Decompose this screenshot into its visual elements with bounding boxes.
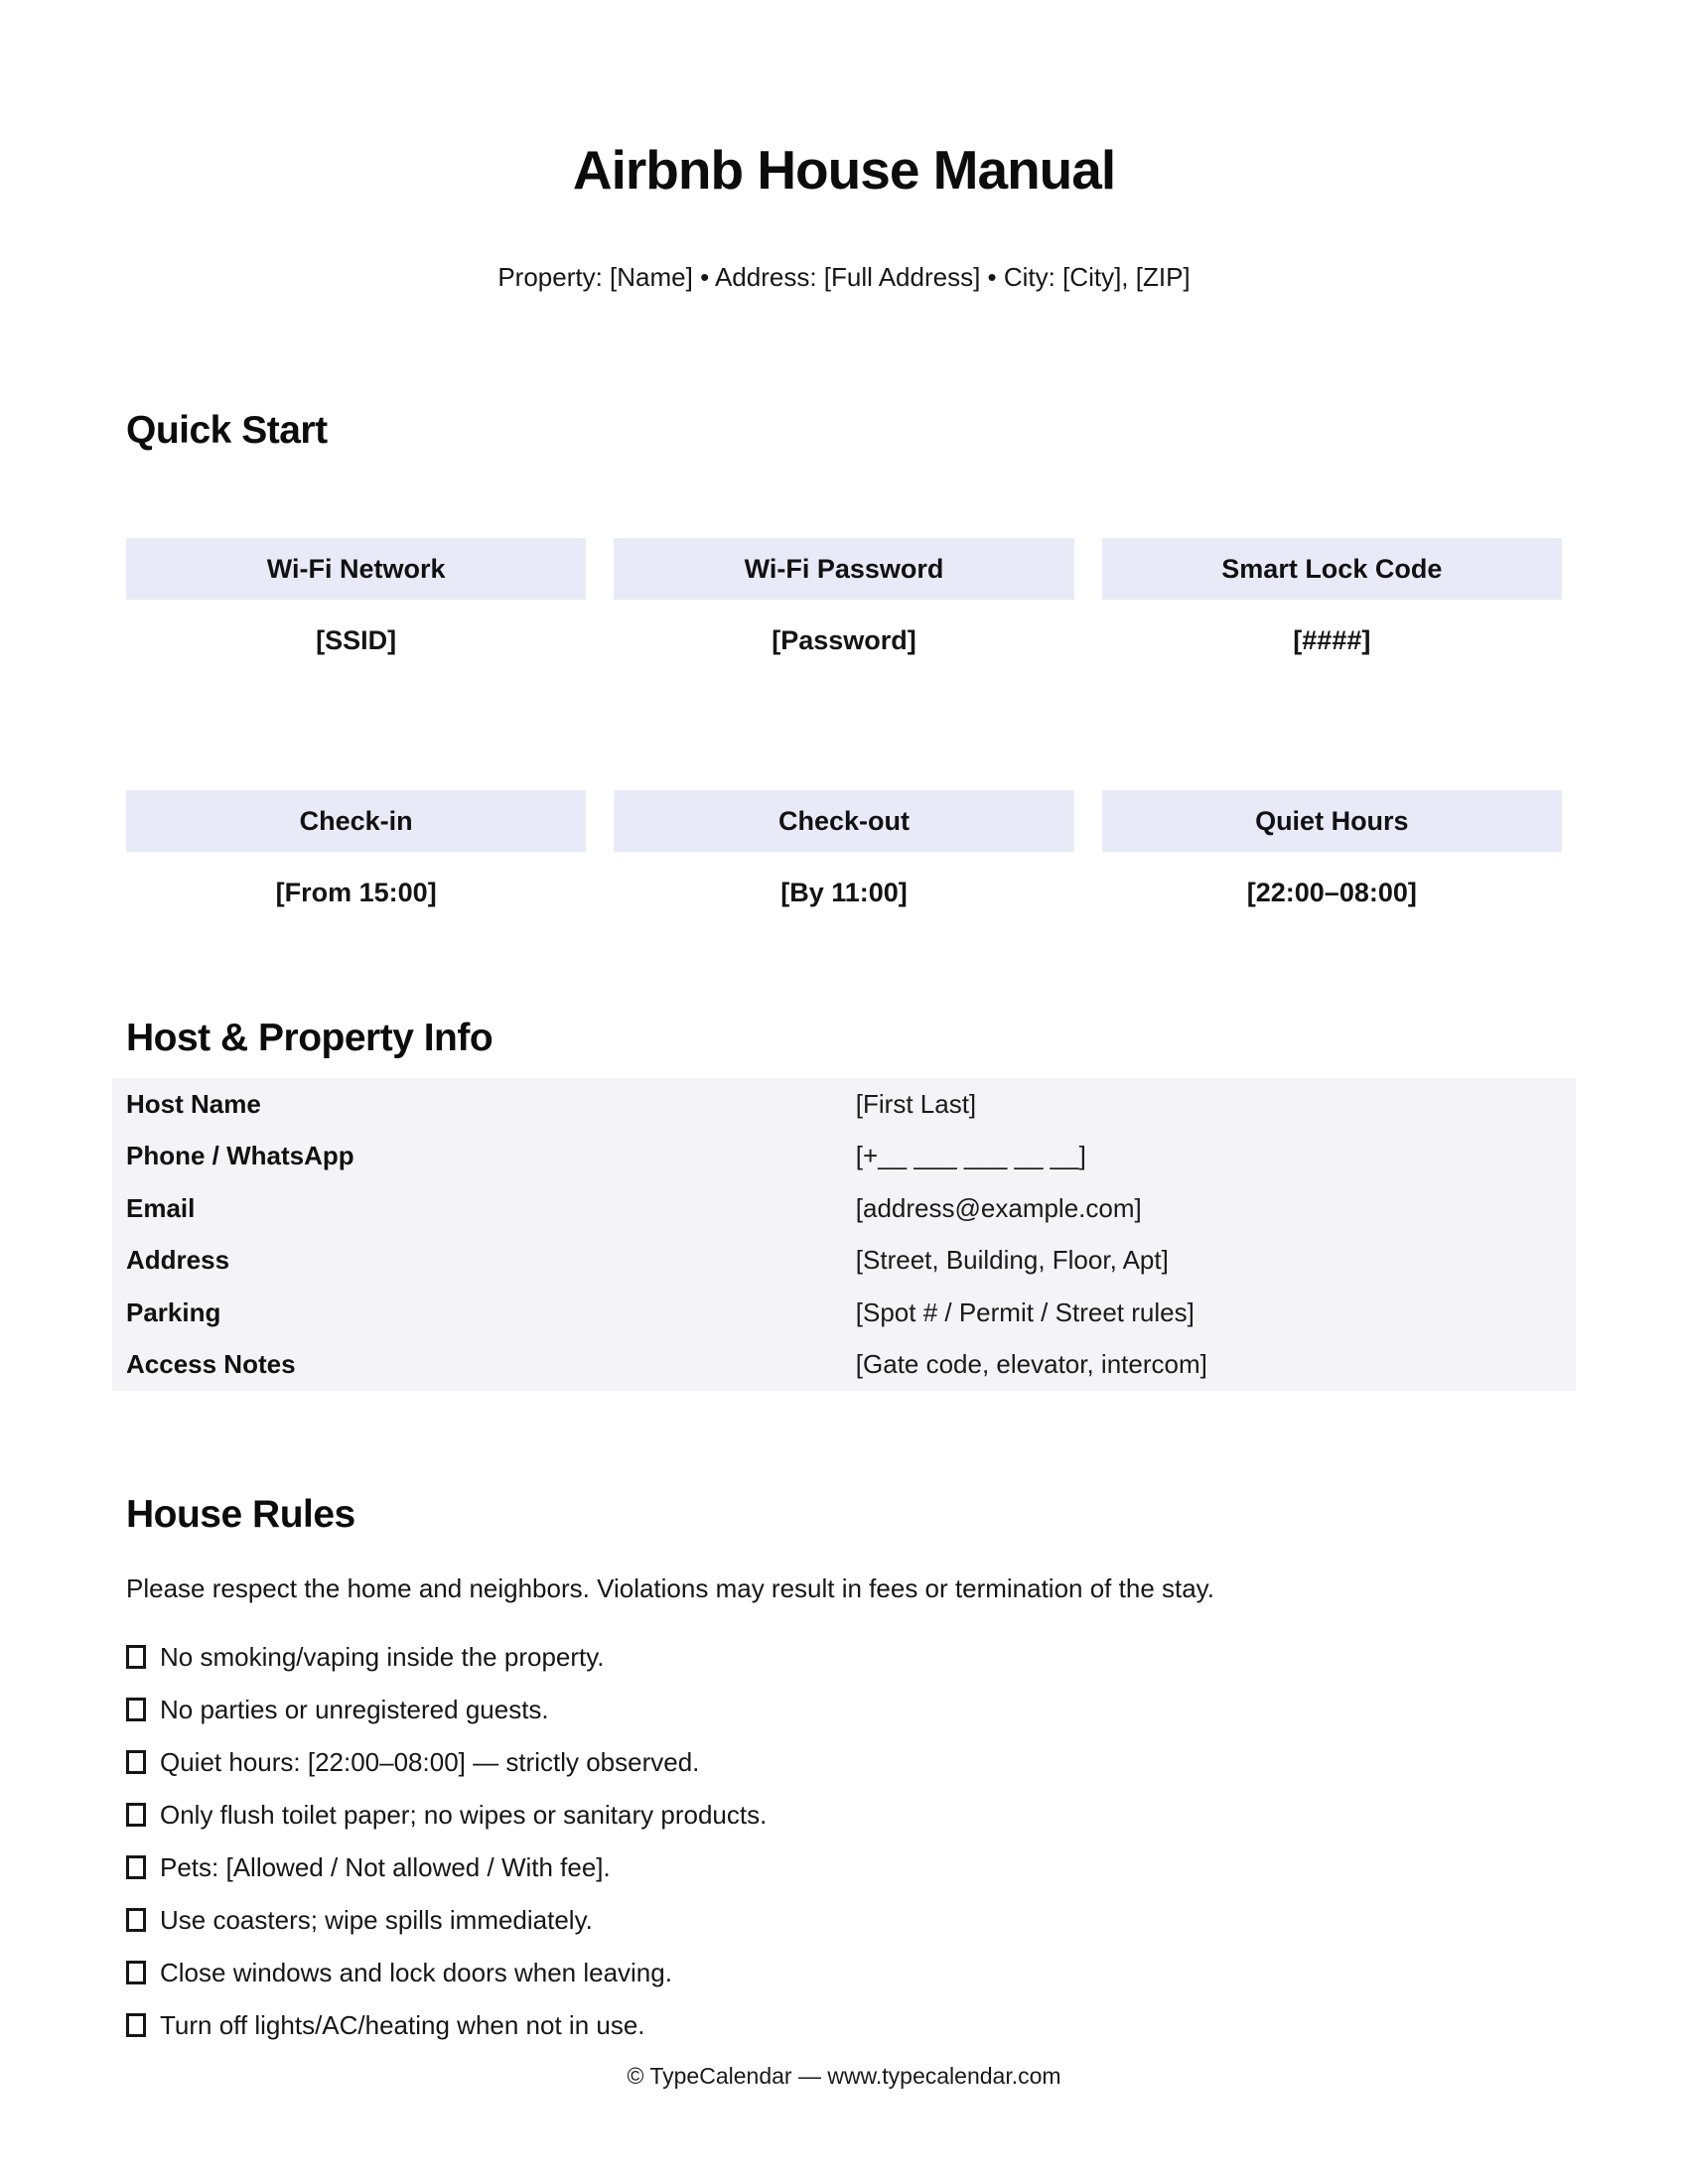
- house-rule-text: Turn off lights/AC/heating when not in use.: [160, 2010, 645, 2040]
- qs-header-smart-lock-code: Smart Lock Code: [1102, 538, 1562, 600]
- qs-value-ssid: [SSID]: [316, 625, 397, 655]
- house-rule-item: [126, 2010, 1576, 2040]
- checkbox-icon: [126, 1855, 146, 1879]
- house-rule-text: Only flush toilet paper; no wipes or sanitary products.: [160, 1800, 768, 1830]
- access-notes-label: Access Notes: [126, 1349, 296, 1380]
- email-value: [address@example.com]: [855, 1192, 1142, 1223]
- qs-header-check-in: Check-in: [126, 790, 586, 852]
- host-info-table: [112, 1078, 1576, 1391]
- checkbox-icon: [126, 1698, 146, 1721]
- house-rule-item: [126, 1905, 1576, 1935]
- qs-header-wifi-network: Wi-Fi Network: [126, 538, 586, 600]
- house-rules-heading: House Rules: [126, 1493, 355, 1536]
- host-info-row: [112, 1182, 1576, 1235]
- house-rules-intro: Please respect the home and neighbors. Violations may result in fees or termination of the stay.: [126, 1573, 1214, 1603]
- phone-whatsapp-label: Phone / WhatsApp: [126, 1141, 354, 1171]
- checkbox-icon: [126, 1645, 146, 1669]
- house-rule-item: [126, 1695, 1576, 1724]
- qs-header-wifi-password: Wi-Fi Password: [614, 538, 1073, 600]
- footer-credit: © TypeCalendar — www.typecalendar.com: [627, 2063, 1061, 2089]
- address-value: [Street, Building, Floor, Apt]: [855, 1245, 1169, 1276]
- parking-label: Parking: [126, 1297, 221, 1327]
- host-name-value: [First Last]: [855, 1088, 977, 1119]
- access-notes-value: [Gate code, elevator, intercom]: [855, 1349, 1207, 1380]
- document-content: [112, 137, 1576, 2089]
- host-name-label: Host Name: [126, 1088, 261, 1119]
- quick-start-header-row-2: [112, 790, 1576, 852]
- qs-value-quiet-hours: [22:00–08:00]: [1246, 878, 1417, 907]
- qs-header-check-out: Check-out: [614, 790, 1073, 852]
- checkbox-icon: [126, 1750, 146, 1774]
- house-rule-text: No parties or unregistered guests.: [160, 1695, 549, 1724]
- house-rule-text: Close windows and lock doors when leaving.: [160, 1958, 672, 1987]
- host-info-row: [112, 1078, 1576, 1131]
- page-title: Airbnb House Manual: [572, 139, 1116, 201]
- house-rule-item: [126, 1958, 1576, 1987]
- host-property-info-heading: Host & Property Info: [126, 1017, 493, 1059]
- email-label: Email: [126, 1192, 196, 1223]
- host-info-row: [112, 1131, 1576, 1183]
- house-rule-text: Quiet hours: [22:00–08:00] — strictly observed.: [160, 1747, 700, 1777]
- address-label: Address: [126, 1245, 230, 1276]
- house-rule-item: [126, 1800, 1576, 1830]
- checkbox-icon: [126, 1961, 146, 1984]
- house-rule-item: [126, 1747, 1576, 1777]
- quick-start-header-row-1: [112, 538, 1576, 600]
- qs-value-check-in: [From 15:00]: [275, 878, 437, 907]
- host-info-row: [112, 1235, 1576, 1288]
- quick-start-heading: Quick Start: [126, 409, 328, 452]
- house-rule-text: No smoking/vaping inside the property.: [160, 1642, 605, 1672]
- checkbox-icon: [126, 2013, 146, 2037]
- host-info-row: [112, 1339, 1576, 1392]
- house-rule-item: [126, 1852, 1576, 1882]
- qs-value-password: [Password]: [772, 625, 916, 655]
- qs-value-lock-code: [####]: [1293, 625, 1371, 655]
- page-subtitle: Property: [Name] • Address: [Full Address] • City: [City], [ZIP]: [497, 262, 1191, 292]
- house-rules-list: [112, 1642, 1576, 2040]
- qs-header-quiet-hours: Quiet Hours: [1102, 790, 1562, 852]
- house-rule-text: Pets: [Allowed / Not allowed / With fee].: [160, 1852, 611, 1882]
- quick-start-value-row-1: [112, 625, 1576, 655]
- quick-start-value-row-2: [112, 878, 1576, 907]
- host-info-row: [112, 1287, 1576, 1339]
- checkbox-icon: [126, 1803, 146, 1827]
- house-rule-text: Use coasters; wipe spills immediately.: [160, 1905, 593, 1935]
- parking-value: [Spot # / Permit / Street rules]: [855, 1297, 1195, 1327]
- house-rule-item: [126, 1642, 1576, 1672]
- qs-value-check-out: [By 11:00]: [780, 878, 908, 907]
- checkbox-icon: [126, 1908, 146, 1932]
- phone-whatsapp-value: [+__ ___ ___ __ __]: [855, 1141, 1086, 1171]
